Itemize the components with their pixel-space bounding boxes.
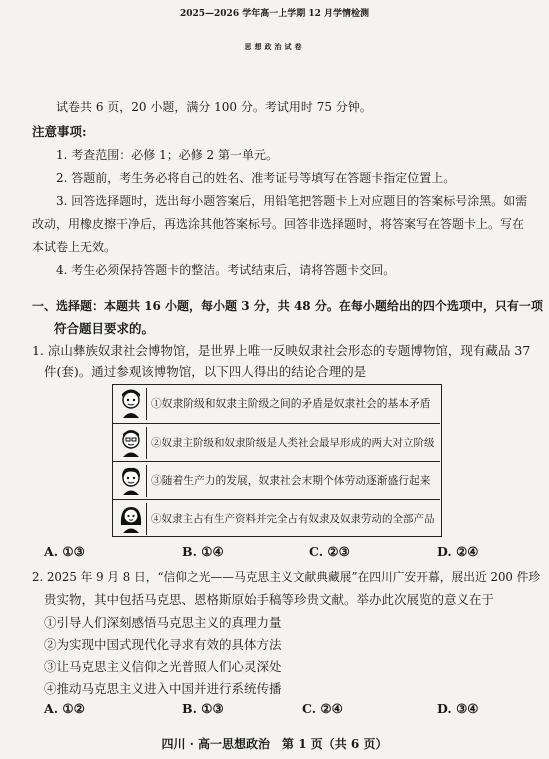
conclusions-table [112, 384, 442, 537]
conclusion-row [113, 499, 440, 537]
notice-item-3-end: 本试卷上无效。 [32, 240, 117, 254]
q1-option-b[interactable]: B. ①④ [182, 544, 224, 559]
conclusion-text: ②奴隶主阶级和奴隶阶级是人类社会最早形成的两大对立阶级 [151, 437, 435, 449]
notice-item-3: 3. 回答选择题时，选出每小题答案后，用铅笔把答题卡上对应题目的答案标号涂黑。如需 [56, 194, 528, 208]
question-2-stem: 2. 2025 年 9 月 8 日，“信仰之光——马克思主义文献典藏展”在四川广安开幕，展出近 200 件珍 [32, 570, 541, 584]
q2-option-d[interactable]: D. ③④ [437, 701, 479, 716]
section-heading: 一、选择题：本题共 16 小题，每小题 3 分，共 48 分。在每小题给出的四个选项中，只有一项 [32, 299, 543, 313]
student-avatar-icon [117, 503, 147, 535]
exam-subject-title: 思想政治试卷 [244, 42, 305, 51]
notice-heading: 注意事项: [32, 124, 87, 139]
question-1-stem: 1. 凉山彝族奴隶社会博物馆，是世界上唯一反映奴隶社会形态的专题博物馆，现有藏品 37 [32, 343, 531, 358]
conclusion-text: ④奴隶主占有生产资料并完全占有奴隶及奴隶劳动的全部产品 [151, 513, 435, 525]
q2-statement-3: ③让马克思主义信仰之光普照人们心灵深处 [44, 659, 282, 674]
exam-title: 2025—2026 学年高一上学期 12 月学情检测 [179, 9, 370, 19]
student-avatar-icon [117, 427, 147, 459]
notice-item-3-cont: 改动，用橡皮擦干净后，再选涂其他答案标号。回答非选择题时，将答案写在答题卡上。写在 [32, 217, 525, 231]
q2-option-c[interactable]: C. ②④ [302, 701, 343, 716]
q2-option-b[interactable]: B. ①③ [182, 701, 224, 716]
conclusion-text: ③随着生产力的发展，奴隶社会末期个体劳动逐渐盛行起来 [151, 474, 431, 487]
q2-statement-4: ④推动马克思主义进入中国并进行系统传播 [44, 681, 282, 696]
q2-statement-2: ②为实现中国式现代化寻求有效的具体方法 [44, 637, 282, 652]
notice-item-4: 4. 考生必须保持答题卡的整洁。考试结束后，请将答题卡交回。 [56, 263, 396, 277]
student-avatar-icon [117, 388, 147, 420]
conclusion-row [113, 461, 440, 499]
q1-option-a[interactable]: A. ①③ [44, 544, 85, 559]
q2-option-a[interactable]: A. ①② [44, 701, 85, 716]
q2-statement-1: ①引导人们深刻感悟马克思主义的真理力量 [44, 615, 282, 630]
page-footer: 四川 · 高一思想政治 第 1 页（共 6 页） [161, 737, 388, 751]
section-heading-cont: 符合题目要求的。 [54, 321, 155, 336]
exam-intro: 试卷共 6 页，20 小题，满分 100 分。考试用时 75 分钟。 [56, 100, 372, 114]
conclusion-text: ①奴隶阶级和奴隶主阶级之间的矛盾是奴隶社会的基本矛盾 [151, 397, 431, 410]
notice-item-1: 1. 考查范围：必修 1；必修 2 第一单元。 [56, 148, 278, 162]
question-1-stem-cont: 件(套)。通过参观该博物馆，以下四人得出的结论合理的是 [44, 364, 367, 379]
conclusion-row [113, 423, 440, 461]
notice-item-2: 2. 答题前，考生务必将自己的姓名、准考证号等填写在答题卡指定位置上。 [56, 171, 456, 185]
q1-option-c[interactable]: C. ②③ [309, 544, 350, 559]
question-2-stem-cont: 贵实物，其中包括马克思、恩格斯原始手稿等珍贵文献。举办此次展览的意义在于 [44, 592, 495, 607]
student-avatar-icon [117, 465, 147, 497]
conclusion-row [113, 385, 440, 423]
q1-option-d[interactable]: D. ②④ [437, 544, 479, 559]
